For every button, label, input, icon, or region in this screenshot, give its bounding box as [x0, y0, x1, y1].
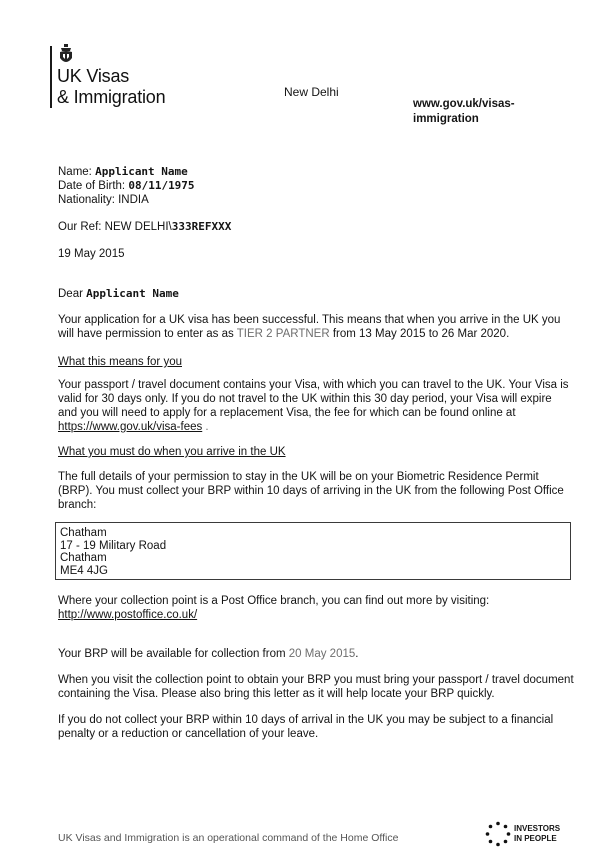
website-line2: immigration	[413, 113, 479, 125]
letter-date: 19 May 2015	[58, 248, 125, 260]
footer-text: UK Visas and Immigration is an operational command of the Home Office	[58, 832, 399, 844]
paragraph-post-office-info	[58, 594, 574, 622]
office-location: New Delhi	[284, 85, 339, 99]
branch-postcode: ME4 4JG	[60, 564, 108, 577]
visa-fees-link[interactable]: https://www.gov.uk/visa-fees	[58, 421, 203, 433]
name-row	[58, 165, 195, 179]
organisation-name	[57, 66, 165, 108]
investors-in-people-badge	[485, 820, 565, 848]
reference-value: 333REFXXX	[171, 220, 232, 233]
royal-crest-icon	[58, 44, 74, 66]
salutation-word: Dear	[58, 288, 83, 300]
visa-validity-text-2: .	[202, 421, 209, 433]
investors-in-people-icon	[485, 821, 511, 847]
paragraph-visa-validity	[58, 378, 574, 434]
org-name-line2: & Immigration	[57, 87, 166, 107]
visa-validity-text-1: Your passport / travel document contains your Visa, with which you can travel to the UK. Your Visa is valid for 30 days only. If you do not travel to the UK within this 30 day period, your Visa will expire and you will need to apply for a replacement Visa, the fee for which can be found online at	[58, 379, 569, 419]
org-name-line1: UK Visas	[57, 66, 130, 86]
reference-line	[58, 220, 231, 235]
logo-divider	[50, 46, 52, 108]
dob-row	[58, 179, 195, 193]
approval-text-1: Your application for a UK visa has been successful. This means that when you arrive in the UK you will have permission to enter as as	[58, 314, 561, 340]
brp-available-date: 20 May 2015	[288, 648, 356, 660]
approval-text-2: from 13 May 2015 to 26 Mar 2020.	[329, 328, 510, 340]
branch-name: Chatham	[60, 527, 107, 539]
website-address	[413, 97, 563, 127]
dob-value: 08/11/1975	[128, 179, 195, 192]
post-office-link[interactable]: http://www.postoffice.co.uk/	[58, 609, 198, 621]
branch-address	[60, 527, 166, 577]
reference-label: Our Ref: NEW DELHI\	[58, 221, 172, 233]
iip-line1: INVESTORS	[514, 824, 561, 833]
post-office-branch-box	[55, 522, 571, 580]
nationality-label: Nationality:	[58, 194, 115, 206]
heading-on-arrival: What you must do when you arrive in the UK	[58, 446, 286, 458]
paragraph-brp-collection: The full details of your permission to stay in the UK will be on your Biometric Residence Permit (BRP). You must collect your BRP within 10 days of arriving in the UK from the following Post Office branch:	[58, 471, 564, 511]
applicant-name: Applicant Name	[95, 165, 188, 178]
applicant-details	[58, 165, 195, 207]
nationality-value: INDIA	[118, 194, 149, 206]
paragraph-what-to-bring: When you visit the collection point to obtain your BRP you must bring your passport / travel document containing the Visa. Please also bring this letter as it will help locate your BRP quickly.	[58, 674, 574, 700]
salutation-name: Applicant Name	[86, 287, 179, 300]
nationality-row	[58, 193, 195, 207]
salutation	[58, 287, 179, 302]
paragraph-penalty-warning: If you do not collect your BRP within 10 days of arrival in the UK you may be subject to a financial penalty or a reduction or cancellation of your leave.	[58, 714, 554, 740]
branch-town: Chatham	[60, 552, 107, 564]
paragraph-brp-available	[58, 647, 574, 661]
brp-available-text-2: .	[355, 648, 359, 660]
post-office-info-text: Where your collection point is a Post Office branch, you can find out more by visiting:	[58, 595, 490, 607]
name-label: Name:	[58, 166, 92, 178]
branch-street: 17 - 19 Military Road	[60, 539, 167, 552]
paragraph-approval	[58, 313, 574, 341]
brp-available-text-1: Your BRP will be available for collection from	[58, 648, 289, 660]
website-line1: www.gov.uk/visas-	[413, 98, 515, 110]
investors-in-people-label	[514, 824, 560, 844]
visa-category: TIER 2 PARTNER	[236, 328, 330, 340]
dob-label: Date of Birth:	[58, 180, 126, 192]
heading-what-this-means: What this means for you	[58, 356, 182, 368]
iip-line2: IN PEOPLE	[514, 834, 557, 843]
